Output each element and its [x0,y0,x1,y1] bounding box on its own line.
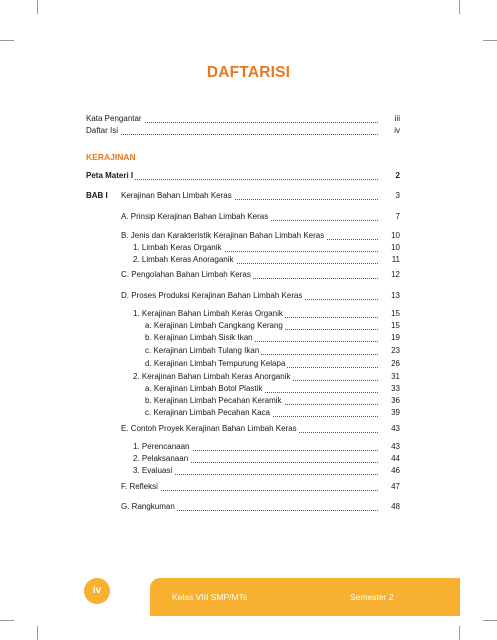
toc-page: 44 [391,454,400,463]
footer-semester-label: Semester 2 [350,592,394,602]
toc-label: b. Kerajinan Limbah Sisik Ikan [145,333,253,342]
toc-label: 3. Evaluasi [133,466,173,475]
crop-mark [483,40,497,41]
toc-label: a. Kerajinan Limbah Botol Plastik [145,384,263,393]
toc-row[interactable] [145,383,400,395]
toc-label: d. Kerajinan Limbah Tempurung Kelapa [145,359,286,368]
crop-mark [37,626,38,640]
footer-bar [150,578,460,616]
toc-label: 1. Limbah Keras Organik [133,243,222,252]
toc-label: G. Rangkuman [121,502,175,511]
toc-page: 7 [395,212,400,221]
toc-label: a. Kerajinan Limbah Cangkang Kerang [145,321,283,330]
toc-page: 15 [391,309,400,318]
toc-row[interactable] [145,320,400,332]
toc-row[interactable] [86,170,400,182]
toc-page: 10 [391,231,400,240]
toc-page: 33 [391,384,400,393]
crop-mark [0,620,14,621]
crop-mark [483,620,497,621]
toc-row[interactable] [121,481,400,493]
toc-label: B. Jenis dan Karakteristik Kerajinan Bahan Limbah Keras [121,231,325,240]
toc-row[interactable] [121,423,400,435]
toc-page: iv [394,126,400,135]
toc-label: D. Proses Produksi Kerajinan Bahan Limbah Keras [121,291,303,300]
toc-label: 2. Limbah Keras Anoraganik [133,255,234,264]
toc-row[interactable] [86,113,400,125]
toc-row[interactable] [121,190,400,202]
toc-row[interactable] [133,371,400,383]
footer-class-label: Kelas VIII SMP/MTs [172,592,248,602]
toc-page: iii [394,114,400,123]
toc-page: 46 [391,466,400,475]
dot-leader [86,133,378,135]
page-title: DAFTARISI [206,64,291,81]
toc-row[interactable] [121,230,400,242]
toc-page: 19 [391,333,400,342]
toc-page: 36 [391,396,400,405]
toc-row[interactable] [121,269,400,281]
toc-label: C. Pengolahan Bahan Limbah Keras [121,270,251,279]
chapter-number: BAB I [86,191,108,200]
toc-row[interactable] [121,501,400,513]
crop-mark [0,40,14,41]
toc-page: 13 [391,291,400,300]
toc-label: 1. Kerajinan Bahan Limbah Keras Organik [133,309,283,318]
toc-row[interactable] [145,395,400,407]
toc-row[interactable] [133,242,400,254]
toc-page: 11 [391,255,400,264]
toc-row[interactable] [133,308,400,320]
toc-page: 26 [391,359,400,368]
toc-page: 48 [391,502,400,511]
toc-page: 12 [391,270,400,279]
toc-row[interactable] [86,125,400,137]
toc-row[interactable] [121,211,400,223]
toc-row[interactable] [145,332,400,344]
crop-mark [459,626,460,640]
toc-page: 10 [391,243,400,252]
toc-label: Kerajinan Bahan Limbah Keras [121,191,232,200]
toc-label: A. Prinsip Kerajinan Bahan Limbah Keras [121,212,269,221]
toc-page: 15 [391,321,400,330]
toc-page: 3 [395,191,400,200]
toc-label: c. Kerajinan Limbah Tulang Ikan [145,346,260,355]
toc-page: 23 [391,346,400,355]
toc-row[interactable] [121,290,400,302]
toc-label: 2. Kerajinan Bahan Limbah Keras Anorganik [133,372,291,381]
section-heading: KERAJINAN [86,152,136,162]
page-number-badge: iv [84,578,110,604]
toc-row[interactable] [145,358,400,370]
toc-label: Daftar Isi [86,126,119,135]
toc-label: b. Kerajinan Limbah Pecahan Keramik [145,396,282,405]
toc-label: 2. Pelaksanaan [133,454,189,463]
toc-page: 47 [391,482,400,491]
toc-page: 43 [391,424,400,433]
toc-row[interactable] [133,254,400,266]
toc-row[interactable] [145,345,400,357]
toc-page: 31 [391,372,400,381]
toc-page: 39 [391,408,400,417]
toc-label: 1. Perencanaan [133,442,190,451]
toc-row[interactable] [133,441,400,453]
toc-row[interactable] [145,407,400,419]
toc-row[interactable] [133,453,400,465]
toc-label: F. Refleksi [121,482,158,491]
toc-label: Kata Pengantar [86,114,142,123]
toc-page: 2 [395,171,400,180]
toc-label: E. Contoh Proyek Kerajinan Bahan Limbah Keras [121,424,297,433]
toc-row[interactable] [133,465,400,477]
crop-mark [37,0,38,14]
crop-mark [459,0,460,14]
toc-page: 43 [391,442,400,451]
toc-label: c. Kerajinan Limbah Pecahan Kaca [145,408,270,417]
toc-label: Peta Materi I [86,171,134,180]
